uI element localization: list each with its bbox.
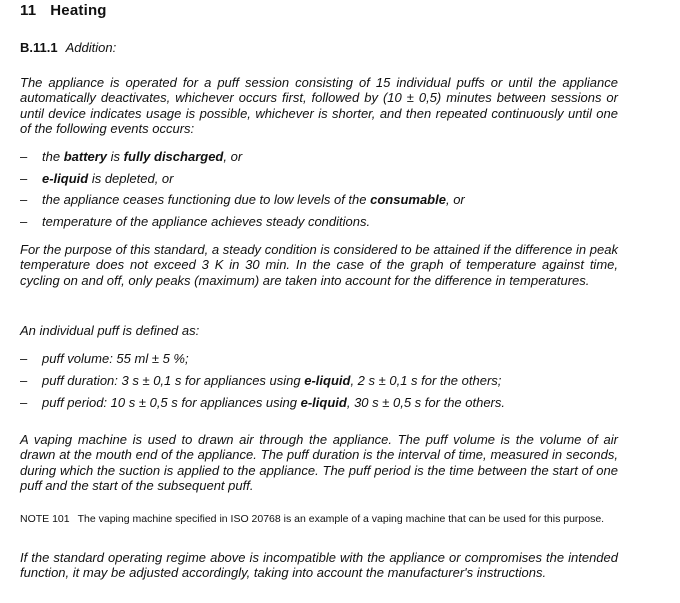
list-item: – puff duration: 3 s ± 0,1 s for appliances using e-liquid, 2 s ± 0,1 s for the others; xyxy=(20,373,502,388)
list-item: – the appliance ceases functioning due to low levels of the consumable, or xyxy=(20,192,465,207)
intro-paragraph: The appliance is operated for a puff session consisting of 15 individual puffs or until the appliance automatically deactivates, whichever occurs first, followed by (10 ± 0,5) minutes between sessions or until device indicates usage is possible, whichever is shorter, and then repeated continuously until one of the following events occurs: xyxy=(20,75,618,137)
list-item: – the battery is fully discharged, or xyxy=(20,149,243,164)
section-title: Heating xyxy=(50,2,107,19)
note-101 xyxy=(20,513,618,527)
steady-condition-paragraph: For the purpose of this standard, a steady condition is considered to be attained if the difference in peak temperature does not exceed 3 K in 30 min. In the case of the graph of temperature against time, cycling on and off, only peaks (maximum) are taken into account for the difference in temperatures. xyxy=(20,242,618,288)
puff-list xyxy=(20,351,620,417)
closing-paragraph: If the standard operating regime above is incompatible with the appliance or compromises the intended function, it may be adjusted accordingly, taking into account the manufacturer's instructions. xyxy=(20,550,618,581)
list-item: – puff period: 10 s ± 0,5 s for appliances using e-liquid, 30 s ± 0,5 s for the others. xyxy=(20,395,506,410)
list-item: – e-liquid is depleted, or xyxy=(20,171,174,186)
subsection-heading xyxy=(20,40,116,55)
puff-intro: An individual puff is defined as: xyxy=(20,323,200,338)
events-list xyxy=(20,149,620,235)
list-item: – temperature of the appliance achieves steady conditions. xyxy=(20,214,371,229)
list-item: – puff volume: 55 ml ± 5 %; xyxy=(20,351,189,366)
subsection-id: B.11.1 xyxy=(20,40,58,55)
subsection-label: Addition: xyxy=(65,40,117,55)
vaping-machine-paragraph: A vaping machine is used to drawn air through the appliance. The puff volume is the volume of air drawn at the mouth end of the appliance. The puff duration is the interval of time, measured in seconds, during which the suction is applied to the appliance. The puff period is the time between the start of one puff and the start of the subsequent puff. xyxy=(20,432,618,494)
note-label: NOTE 101 xyxy=(20,513,70,525)
section-heading xyxy=(20,2,107,19)
section-number: 11 xyxy=(20,2,37,19)
note-text: The vaping machine specified in ISO 20768 is an example of a vaping machine that can be used for this purpose. xyxy=(77,513,605,525)
